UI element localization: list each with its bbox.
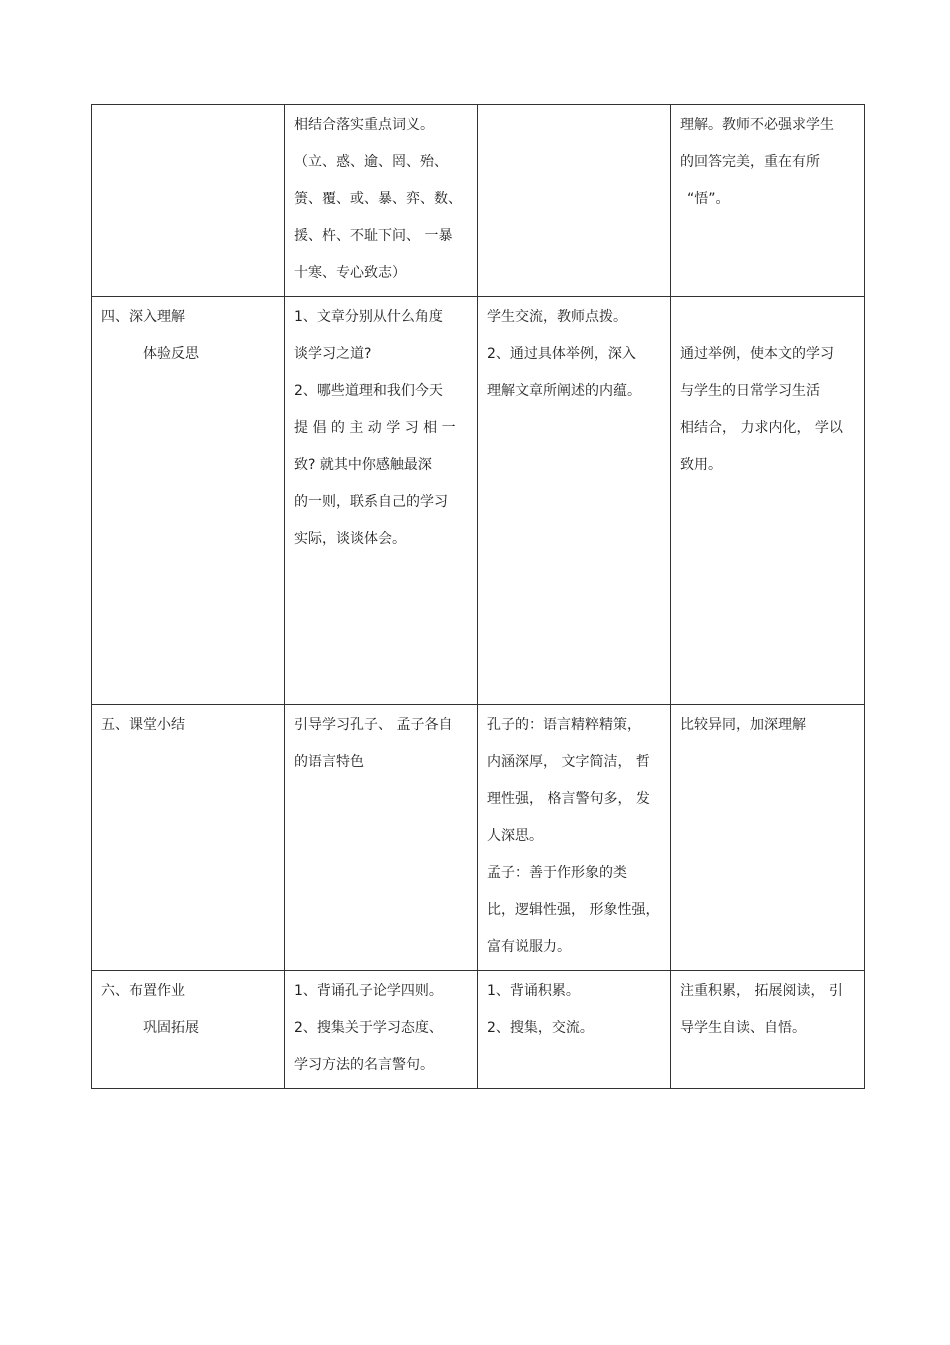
- design-intent-cell: [671, 297, 865, 705]
- stage-title: 六、布置作业: [101, 983, 185, 999]
- cell-line: 的回答完美，重在有所: [680, 154, 820, 170]
- teacher-activity-cell: [285, 705, 478, 971]
- cell-line: 2、通过具体举例，深入: [487, 346, 636, 362]
- cell-line: 导学生自读、自悟。: [680, 1020, 806, 1036]
- cell-line: 比，逻辑性强， 形象性强，: [487, 902, 660, 918]
- cell-line: 致用。: [680, 457, 722, 473]
- cell-line: 通过举例，使本文的学习: [680, 346, 834, 362]
- cell-line: 十寒、专心致志）: [294, 265, 406, 281]
- stage-cell: [92, 971, 285, 1089]
- cell-line: 学生交流，教师点拨。: [487, 309, 627, 325]
- cell-line: 与学生的日常学习生活: [680, 383, 820, 399]
- cell-line: 2、搜集，交流。: [487, 1020, 594, 1036]
- cell-line: 的语言特色: [294, 754, 364, 770]
- lesson-plan-table: [91, 104, 865, 1089]
- cell-line: 引导学习孔子、 孟子各自: [294, 717, 453, 733]
- design-intent-cell: [671, 971, 865, 1089]
- blank-line: [680, 299, 856, 336]
- stage-cell: [92, 705, 285, 971]
- teacher-activity-cell: [285, 297, 478, 705]
- cell-line: “悟”。: [687, 191, 730, 207]
- cell-line: 孟子：善于作形象的类: [487, 865, 627, 881]
- teacher-activity-cell: [285, 971, 478, 1089]
- cell-line: 1、背诵孔子论学四则。: [294, 983, 443, 999]
- cell-line: 提 倡 的 主 动 学 习 相 一: [294, 420, 456, 436]
- design-intent-cell: [671, 105, 865, 297]
- cell-line: 2、搜集关于学习态度、: [294, 1020, 443, 1036]
- student-activity-cell: [478, 705, 671, 971]
- cell-line: 人深思。: [487, 828, 543, 844]
- teacher-activity-cell: [285, 105, 478, 297]
- cell-line: 富有说服力。: [487, 939, 571, 955]
- cell-line: 致? 就其中你感触最深: [294, 457, 432, 473]
- cell-line: （立、惑、逾、罔、殆、: [294, 154, 448, 170]
- cell-line: 1、背诵积累。: [487, 983, 580, 999]
- cell-line: 援、杵、不耻下问、 一暴: [294, 228, 453, 244]
- cell-line: 孔子的：语言精粹精策，: [487, 717, 641, 733]
- cell-line: 箦、覆、或、暴、弈、数、: [294, 191, 462, 207]
- cell-line: 注重积累， 拓展阅读， 引: [680, 983, 843, 999]
- table-row: [92, 297, 865, 705]
- cell-line: 的一则，联系自己的学习: [294, 494, 448, 510]
- cell-line: 比较异同，加深理解: [680, 717, 806, 733]
- stage-subtitle: 巩固拓展: [143, 1020, 199, 1036]
- table-row: [92, 705, 865, 971]
- stage-subtitle: 体验反思: [143, 346, 199, 362]
- table-row: [92, 971, 865, 1089]
- student-activity-cell: [478, 105, 671, 297]
- stage-title: 五、课堂小结: [101, 717, 185, 733]
- stage-cell: [92, 105, 285, 297]
- stage-title: 四、深入理解: [101, 309, 185, 325]
- student-activity-cell: [478, 971, 671, 1089]
- cell-line: 理解文章所阐述的内蕴。: [487, 383, 641, 399]
- cell-line: 内涵深厚， 文字简洁， 哲: [487, 754, 650, 770]
- cell-line: 实际，谈谈体会。: [294, 531, 406, 547]
- cell-line: 相结合落实重点词义。: [294, 117, 434, 133]
- cell-line: 谈学习之道?: [294, 346, 372, 362]
- design-intent-cell: [671, 705, 865, 971]
- cell-line: 2、哪些道理和我们今天: [294, 383, 443, 399]
- student-activity-cell: [478, 297, 671, 705]
- cell-line: 相结合， 力求内化， 学以: [680, 420, 843, 436]
- cell-line: 1、文章分别从什么角度: [294, 309, 443, 325]
- table-row: [92, 105, 865, 297]
- stage-cell: [92, 297, 285, 705]
- cell-line: 理解。教师不必强求学生: [680, 117, 834, 133]
- cell-line: 学习方法的名言警句。: [294, 1057, 434, 1073]
- cell-line: 理性强， 格言警句多， 发: [487, 791, 650, 807]
